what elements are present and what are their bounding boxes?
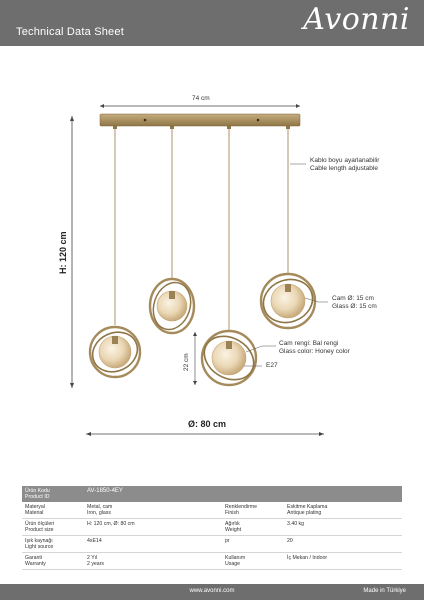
spec-value: 3.40 kg — [287, 521, 305, 527]
product-drawing — [0, 60, 424, 450]
spec-table — [22, 486, 402, 570]
product-id-label — [22, 486, 84, 502]
glass-color-en: Glass color: Honey color — [279, 348, 350, 355]
spec-label-en: Usage — [225, 561, 240, 567]
spec-label-en: Weight — [225, 527, 242, 533]
spec-row-warranty — [22, 553, 402, 570]
spec-label-tr: Garanti — [25, 555, 43, 561]
spec-label-tr: Ağırlık — [225, 521, 240, 527]
spec-header-row — [22, 486, 402, 502]
canopy-bar — [100, 114, 300, 129]
header-bar — [0, 0, 424, 46]
spec-value: 20 — [287, 538, 293, 544]
brand-logo: Avonni — [303, 2, 410, 37]
width-label: 74 cm — [192, 95, 210, 102]
spec-label-tr: Ürün ölçüleri — [25, 521, 55, 527]
spec-value: İç Mekan / Indoor — [287, 555, 328, 561]
spec-value: Metal, cam — [87, 504, 113, 510]
height-dimension — [70, 116, 74, 388]
glass-color-note — [279, 340, 350, 356]
spec-value: H: 120 cm, Ø: 80 cm — [87, 521, 135, 527]
callout-lines — [244, 164, 328, 366]
cable-note-tr: Kablo boyu ayarlanabilir — [310, 157, 380, 164]
diameter-label: Ø: 80 cm — [188, 419, 227, 429]
product-id-label-tr: Ürün Kodu — [25, 488, 50, 494]
pendant-globe-3 — [196, 328, 261, 389]
pendant-globe-1 — [86, 325, 144, 379]
globe-height-dimension — [193, 332, 197, 385]
pendant-globe-4 — [257, 273, 318, 330]
product-id-label-en: Product ID — [25, 494, 50, 500]
spec-label-en: Light source — [25, 544, 54, 550]
glass-size-note — [332, 295, 377, 311]
spec-value: 2 Yıl — [87, 555, 98, 561]
spec-row-light-source — [22, 536, 402, 553]
spec-value: Eskitme Kaplama — [287, 504, 328, 510]
height-label: H: 120 cm — [58, 231, 68, 274]
spec-row-size — [22, 519, 402, 536]
spec-label-tr: Işık kaynağı — [25, 538, 53, 544]
cable-note-en: Cable length adjustable — [310, 165, 378, 172]
spec-value-en: Antique plating — [287, 510, 322, 516]
product-id-value — [84, 486, 402, 502]
spec-label-tr: Renklendirme — [225, 504, 258, 510]
spec-value: 4xE14 — [87, 538, 102, 544]
diameter-dimension — [86, 432, 324, 436]
spec-label-en: Warranty — [25, 561, 46, 567]
spec-label-en: Product size — [25, 527, 54, 533]
glass-color-tr: Cam rengi: Bal rengi — [279, 340, 339, 347]
sheet-title: Technical Data Sheet — [16, 26, 124, 38]
spec-row-material — [22, 502, 402, 519]
spec-value-en: 2 years — [87, 561, 105, 567]
cable-note — [310, 157, 379, 173]
product-id-value-text: AV-1850-4EY — [87, 488, 123, 494]
socket-label: E27 — [266, 362, 278, 369]
globe-height-label: 22 cm — [183, 353, 190, 371]
spec-label-tr: Materyal — [25, 504, 45, 510]
spec-label-tr: pr — [225, 538, 230, 544]
made-in-label: Made in Türkiye — [363, 588, 406, 594]
spec-label-en: Finish — [225, 510, 239, 516]
footer-bar — [0, 584, 424, 600]
width-dimension — [100, 104, 300, 108]
spec-label-tr: Kullanım — [225, 555, 246, 561]
glass-size-tr: Cam Ø: 15 cm — [332, 295, 374, 302]
website-link[interactable]: www.avonni.com — [189, 588, 235, 594]
spec-label-en: Material — [25, 510, 44, 516]
pendant-globe-2 — [147, 278, 196, 335]
spec-value-en: Iron, glass — [87, 510, 111, 516]
glass-size-en: Glass Ø: 15 cm — [332, 303, 377, 310]
